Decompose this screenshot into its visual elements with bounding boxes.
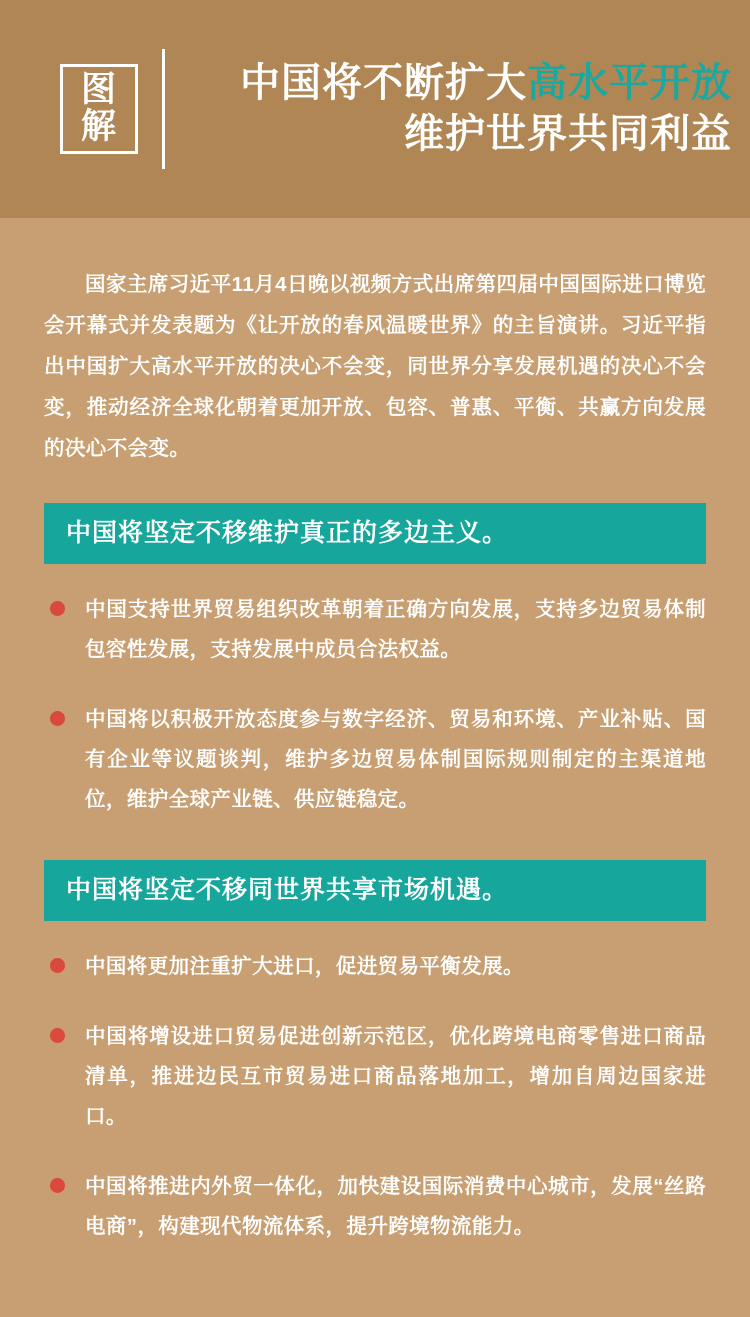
bullet-dot-icon xyxy=(50,958,65,973)
bullet-dot-icon xyxy=(50,711,65,726)
header-banner xyxy=(0,0,750,218)
list-item xyxy=(44,947,706,987)
section-heading-2: 中国将坚定不移同世界共享市场机遇。 xyxy=(44,860,706,921)
bullet-text: 中国支持世界贸易组织改革朝着正确方向发展，支持多边贸易体制包容性发展，支持发展中成员合法权益。 xyxy=(85,598,706,661)
intro-paragraph: 国家主席习近平11月4日晚以视频方式出席第四届中国国际进口博览会开幕式并发表题为《让开放的春风温暖世界》的主旨演讲。习近平指出中国扩大高水平开放的决心不会变，同世界分享发展机遇的决心不会变，推动经济全球化朝着更加开放、包容、普惠、平衡、共赢方向发展的决心不会变。 xyxy=(44,273,706,460)
page-title-line-2: 维护世界共同利益 xyxy=(404,112,732,156)
bullet-dot-icon xyxy=(50,1178,65,1193)
bullet-dot-icon xyxy=(50,601,65,616)
bullet-text: 中国将以积极开放态度参与数字经济、贸易和环境、产业补贴、国有企业等议题谈判，维护多边贸易体制国际规则制定的主渠道地位，维护全球产业链、供应链稳定。 xyxy=(85,707,706,811)
header-title-block xyxy=(187,58,750,160)
page-title-line-1 xyxy=(187,58,732,109)
bullet-text: 中国将推进内外贸一体化，加快建设国际消费中心城市，发展“丝路电商”，构建现代物流体系，提升跨境物流能力。 xyxy=(85,1174,706,1238)
bullet-text: 中国将增设进口贸易促进创新示范区，优化跨境电商零售进口商品清单，推进边民互市贸易进口商品落地加工，增加自周边国家进口。 xyxy=(85,1024,706,1128)
badge-char-1: 图 xyxy=(80,70,117,110)
list-item xyxy=(44,1167,706,1247)
bullet-dot-icon xyxy=(50,1028,65,1043)
bullet-text: 中国将更加注重扩大进口，促进贸易平衡发展。 xyxy=(85,954,524,978)
badge-char-2: 解 xyxy=(80,107,117,146)
list-item xyxy=(44,1017,706,1137)
page-title-main: 中国将不断扩大 xyxy=(240,60,527,105)
list-item xyxy=(44,590,706,670)
list-item xyxy=(44,700,706,820)
page-title-highlight: 高水平开放 xyxy=(527,60,732,105)
tujie-badge xyxy=(60,64,138,154)
header-divider xyxy=(162,49,165,169)
content-area xyxy=(0,218,750,1317)
section-heading-1: 中国将坚定不移维护真正的多边主义。 xyxy=(44,503,706,564)
